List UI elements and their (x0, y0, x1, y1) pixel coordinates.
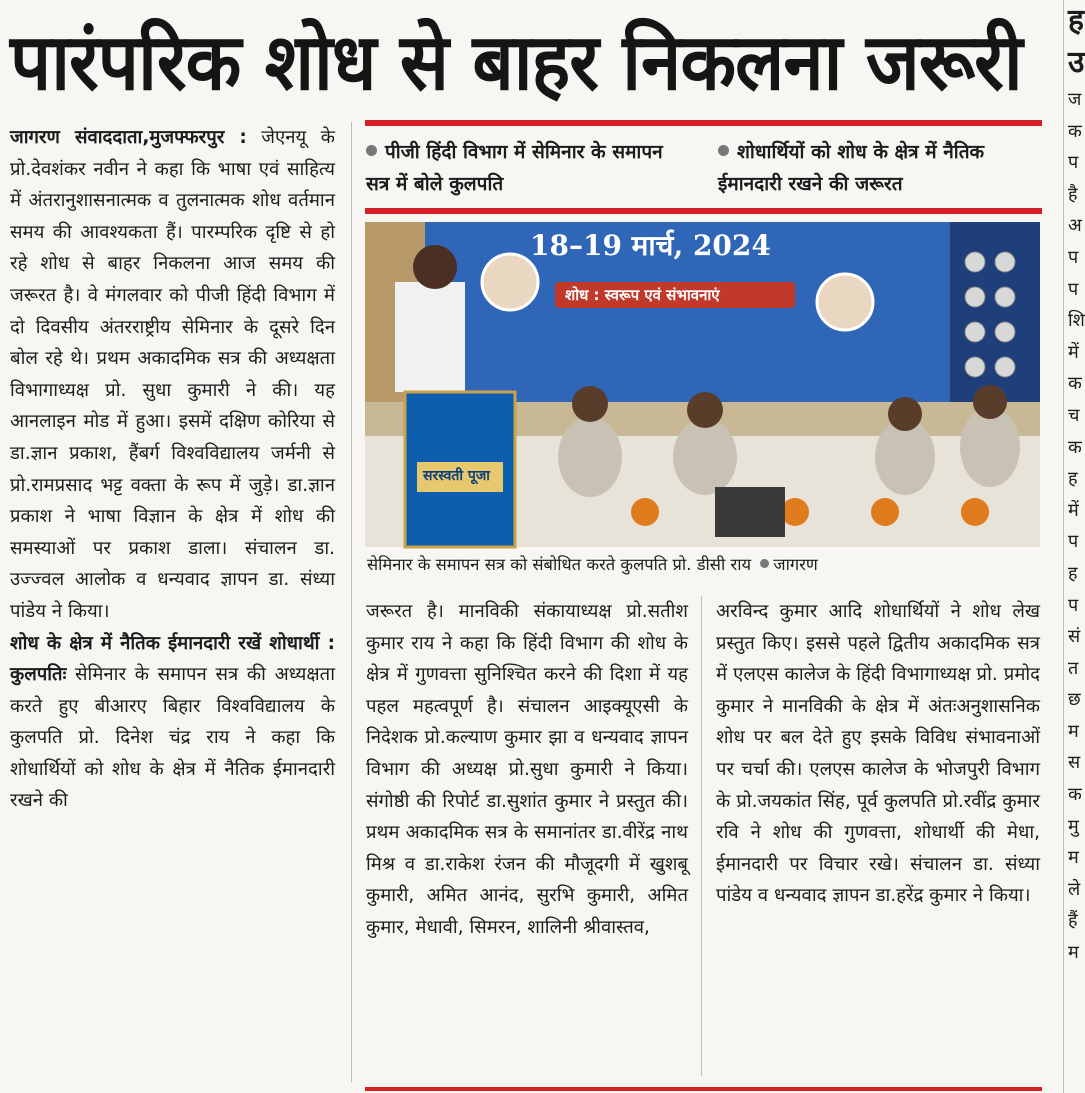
edge-letter: स (1068, 752, 1081, 774)
banner-date: 18–19 मार्च, 2024 (530, 229, 771, 262)
column-2-text: जरूरत है। मानविकी संकायाध्यक्ष प्रो.सतीश कुमार राय ने कहा कि हिंदी विभाग की शोध के क्षेत्र में गुणवत्ता सुनिश्चित करने की दिशा में यह पहल महत्वपूर्ण है। संचालन आइक्यूएसी के निदेशक प्रो.कल्याण कुमार झा व धन्यवाद ज्ञापन विभाग की अध्यक्ष प्रो.सुधा कुमारी ने किया। संगोष्ठी की रिपोर्ट डा.सुशांत कुमार ने प्रस्तुत की। प्रथम अकादमिक सत्र के समानांतर डा.वीरेंद्र नाथ मिश्र व डा.राकेश रंजन की मौजूदगी में खुशबू कुमारी, अमित आनंद, सुरभि कुमारी, अमित कुमार, मेधावी, सिमरन, शालिनी श्रीवास्तव, (366, 601, 688, 938)
edge-letter: क (1068, 784, 1082, 806)
edge-letter: प (1068, 594, 1079, 616)
photo-credit: जागरण (773, 555, 818, 574)
edge-letter: में (1068, 341, 1079, 363)
column-1-paragraph-1: जेएनयू के प्रो.देवशंकर नवीन ने कहा कि भाषा एवं साहित्य में अंतरानुशासनात्मक व तुलनात्मक शोध वर्तमान समय की आवश्यकता हैं। पारम्परिक दृष्टि से हो रहे शोध से बाहर निकलना आज समय की जरूरत है। वे मंगलवार को पीजी हिंदी विभाग में दो दिवसीय अंतरराष्ट्रीय सेमिनार के दूसरे दिन बोल रहे थे। प्रथम अकादमिक सत्र की अध्यक्षता विभागाध्यक्ष प्रो. सुधा कुमारी ने की। यह आनलाइन मोड में हुआ। इसमें दक्षिण कोरिया से डा.ज्ञान प्रकाश, हैंबर्ग विश्वविद्यालय जर्मनी से प्रो.रामप्रसाद भट्ट वक्ता के रूप में जुड़े। डा.ज्ञान प्रकाश ने भाषा विज्ञान के क्षेत्र में शोध की समस्याओं पर प्रकाश डाला। संचालन डा. उज्ज्वल आलोक व धन्यवाद ज्ञापन डा. संध्या पांडेय ने किया। (10, 127, 335, 622)
edge-letter: क (1068, 120, 1082, 142)
edge-letter: त (1068, 657, 1079, 679)
edge-letter: प (1068, 152, 1079, 174)
edge-letter: अ (1068, 215, 1082, 237)
edge-letter: ह (1068, 562, 1078, 584)
seminar-photo-illustration (365, 222, 1040, 547)
photo-caption (367, 553, 1042, 577)
deck-text-1: पीजी हिंदी विभाग में सेमिनार के समापन सत्र में बोले कुलपति (366, 141, 663, 195)
deck-text-2: शोधार्थियों को शोध के क्षेत्र में नैतिक ईमानदारी रखने की जरूरत (718, 141, 985, 195)
edge-letter: शि (1068, 310, 1085, 332)
column-2 (366, 596, 688, 944)
edge-letter: म (1068, 720, 1079, 742)
caption-text: सेमिनार के समापन सत्र को संबोधित करते कुलपति प्रो. डीसी राय (367, 555, 752, 574)
edge-letter: है (1068, 183, 1078, 205)
edge-letter: प (1068, 278, 1079, 300)
seminar-photo (365, 222, 1040, 547)
edge-letter: प (1068, 246, 1079, 268)
edge-letter: क (1068, 373, 1082, 395)
banner-theme: शोध : स्वरूप एवं संभावनाएं (565, 286, 720, 304)
edge-letter: प (1068, 531, 1079, 553)
bullet-icon (760, 559, 769, 568)
edge-letter: मु (1068, 815, 1079, 837)
edge-letter: म (1068, 942, 1079, 964)
deck-rule-bottom (365, 208, 1042, 214)
edge-letter: म (1068, 847, 1079, 869)
edge-letter: छ (1068, 689, 1081, 711)
deck-item-1 (366, 136, 686, 200)
edge-letter: ज (1068, 89, 1082, 110)
bullet-icon (718, 145, 729, 156)
column-divider (701, 596, 702, 1076)
edge-letter: ह (1068, 468, 1078, 490)
column-3-text: अरविन्द कुमार आदि शोधार्थियों ने शोध लेख प्रस्तुत किए। इससे पहले द्वितीय अकादमिक सत्र में एलएस कालेज के हिंदी विभागाध्यक्ष प्रो. प्रमोद कुमार ने मानविकी के क्षेत्र में अंतःअनुशासनिक शोध पर बल देते हुए इसके विविध संभावनाओं पर चर्चा की। एलएस कालेज के भोजपुरी विभाग के प्रो.जयकांत सिंह, पूर्व कुलपति प्रो.रवींद्र कुमार रवि ने शोध की गुणवत्ता, शोधार्थी की मेधा, ईमानदारी पर विचार रखे। संचालन डा. संध्या पांडेय व धन्यवाद ज्ञापन डा.हरेंद्र कुमार ने किया। (716, 601, 1040, 907)
adjacent-article-edge (1063, 0, 1085, 1093)
subhead: शोध के क्षेत्र में नैतिक ईमानदारी रखें शोधार्थी : कुलपतिः (10, 632, 335, 686)
bullet-icon (366, 145, 377, 156)
podium-sign: सरस्वती पूजा (423, 468, 490, 484)
column-1 (10, 122, 335, 817)
column-1-paragraph-2: सेमिनार के समापन सत्र की अध्यक्षता करते हुए बीआरए बिहार विश्वविद्यालय के कुलपति प्रो. दिनेश चंद्र राय ने कहा कि शोधार्थियों को शोध के क्षेत्र में नैतिक ईमानदारी रखने की (10, 664, 335, 812)
edge-letter: सं (1068, 626, 1081, 648)
edge-letter: में (1068, 499, 1079, 521)
edge-letter: हैं (1068, 910, 1078, 932)
column-divider (351, 122, 352, 1082)
byline: जागरण संवाददाता,मुजफ्फरपुर : (10, 127, 247, 148)
edge-letter: उ (1068, 45, 1085, 80)
edge-letter: च (1068, 404, 1080, 426)
deck-item-2 (718, 136, 1048, 200)
column-3 (716, 596, 1040, 912)
edge-letter: ले (1068, 878, 1081, 900)
bottom-rule (365, 1087, 1042, 1091)
edge-letter: क (1068, 436, 1082, 458)
headline-rule-top (365, 120, 1042, 126)
headline: पारंपरिक शोध से बाहर निकलना जरूरी (10, 18, 1022, 108)
edge-letter: ह (1068, 3, 1084, 38)
